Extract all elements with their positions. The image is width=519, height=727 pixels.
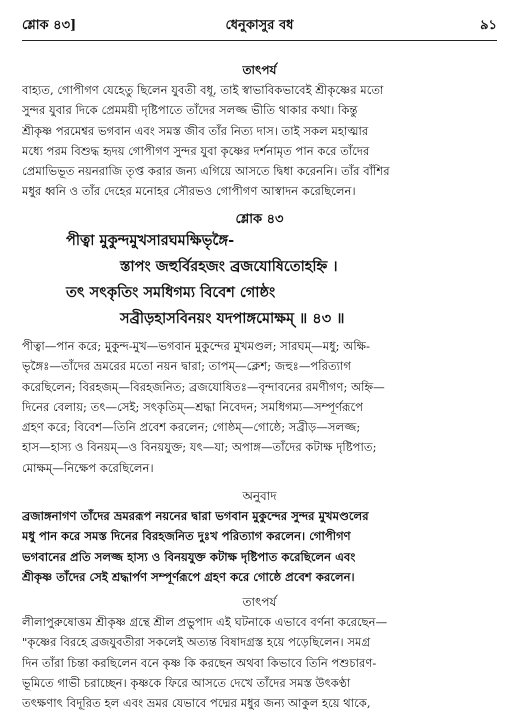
sanskrit-verse [22,228,497,332]
purport2-line: দিন তাঁরা চিন্তা করছিলেন বনে কৃষ্ণ কি করছেন অথবা কিভাবে তিনি পশুচারণ- [22,655,377,670]
purport-line: মধুর ধ্বনি ও তাঁর দেহের মনোহর সৌরভও গোপীগণ আস্বাদন করেছিলেন। [22,184,356,199]
purport-line: শ্রীকৃষ্ণ পরমেশ্বর ভগবান এবং সমস্ত জীব তাঁর নিত্য দাস। তাই সকল মহাত্মার [22,123,369,138]
purport-heading: তাৎপর্য [242,63,277,77]
purport-line: বাহ্যত, গোপীগণ যেহেতু ছিলেন যুবতী বধূ, তাই স্বাভাবিকভাবেই শ্রীকৃষ্ণের মতো [22,83,384,97]
translation-heading: অনুবাদ [242,489,277,503]
verse-line: তৎ সৎকৃতিং সমধিগম্য বিবেশ গোষ্ঠং [66,284,276,301]
synonym-line: মোক্ষম্—নিক্ষেপ করেছিলেন। [22,460,154,475]
purport-line: মধ্যে পরম বিশুদ্ধ হৃদয় গোপীগণ সুন্দর যুবা কৃষ্ণের দর্শনামৃত পান করে তাঁদের [22,143,370,158]
verse-line: পীত্বা মুকুন্দমুখসারঘমক্ষিভৃঙ্গৈ- [66,232,235,249]
synonyms-paragraph [22,336,497,478]
header-verse-ref: শ্লোক ৪৩] [22,18,77,33]
verse-line: স্তাপং জহুর্বিরহজং ব্রজযোষিতোহহ্নি । [120,258,338,275]
translation-line: ভগবানের প্রতি সলজ্জ হাস্য ও বিনয়যুক্ত কটাক্ষ দৃষ্টিপাত করেছিলেন এবং [22,549,356,564]
purport2-line: লীলাপুরুষোত্তম শ্রীকৃষ্ণ গ্রন্থে শ্রীল প্রভুপাদ এই ঘটনাকে এভাবে বর্ণনা করেছেন— [22,615,388,629]
purport-line: প্রেমাভিভূত নয়নরাজি তৃপ্ত করার জন্য এগিয়ে আসতে দ্বিধা করেননি। তাঁর বাঁশির [22,164,390,179]
purport2-line: "কৃষ্ণের বিরহে ব্রজযুবতীরা সকলেই অত্যন্ত বিষাদগ্রস্ত হয়ে পড়েছিলেন। সমগ্র [22,635,371,650]
synonym-line: গ্রহণ করে; বিবেশ—তিনি প্রবেশ করলেন; গোষ্ঠম্—গোষ্ঠে; সব্রীড়—সলজ্জ; [22,420,361,435]
page-header [22,14,497,41]
purport2-line: তৎক্ষণাৎ বিদূরিত হল এবং ভ্রমর যেভাবে পদ্মের মধুর জন্য আকুল হয়ে থাকে, [22,696,371,711]
purport-paragraph-2 [22,612,497,713]
header-page-number: ৯১ [480,18,497,33]
purport-paragraph [22,80,497,202]
synonym-line: পীত্বা—পান করে; মুকুন্দ-মুখ—ভগবান মুকুন্দের মুখমণ্ডল; সারঘম্—মধু; অক্ষি- [22,339,370,353]
header-chapter-title: ধেনুকাসুর বধ [225,18,294,33]
translation-line: ব্রজাঙ্গনাগণ তাঁদের ভ্রমররূপ নয়নের দ্বারা ভগবান মুকুন্দের সুন্দর মুখমণ্ডলের [22,509,369,523]
purport-line: সুন্দর যুবার দিকে প্রেমময়ী দৃষ্টিপাতে তাঁদের সলজ্জ ভীতি থাকার কথা। কিন্তু [22,103,358,118]
purport2-line: ভূমিতে গাভী চরাচ্ছেন। কৃষ্ণকে ফিরে আসতে দেখে তাঁদের সমস্ত উৎকণ্ঠা [22,675,351,690]
translation-paragraph [22,506,497,587]
synonym-line: হাস—হাস্য ও বিনয়ম্—ও বিনয়যুক্ত; যৎ—যা; অপাঙ্গ—তাঁদের কটাক্ষ দৃষ্টিপাত; [22,440,377,455]
verse-line: সব্রীড়হাসবিনয়ং যদপাঙ্গমোক্ষম্ ॥ ৪৩ ॥ [120,310,345,327]
translation-line: মধু পান করে সমস্ত দিনের বিরহজনিত দুঃখ পরিত্যাগ করলেন। গোপীগণ [22,529,351,544]
synonym-line: ভৃঙ্গৈঃ—তাঁদের ভ্রমরের মতো নয়ন দ্বারা; তাপম্—ক্লেশ; জহুঃ—পরিত্যাগ [22,359,352,374]
purport-heading-2: তাৎপর্য [242,595,277,609]
translation-line: শ্রীকৃষ্ণ তাঁদের সেই শ্রদ্ধার্পণ সম্পূর্ণরূপে গ্রহণ করে গোষ্ঠে প্রবেশ করলেন। [22,569,355,584]
verse-heading: শ্লোক ৪৩ [235,212,284,227]
synonym-line: দিনের বেলায়; তৎ—সেই; সৎকৃতিম্—শ্রদ্ধা নিবেদন; সমধিগম্য—সম্পূর্ণরূপে [22,399,364,414]
synonym-line: করেছিলেন; বিরহজম্—বিরহজনিত; ব্রজযোষিতঃ—বৃন্দাবনের রমণীগণ; অহ্নি— [22,379,385,394]
